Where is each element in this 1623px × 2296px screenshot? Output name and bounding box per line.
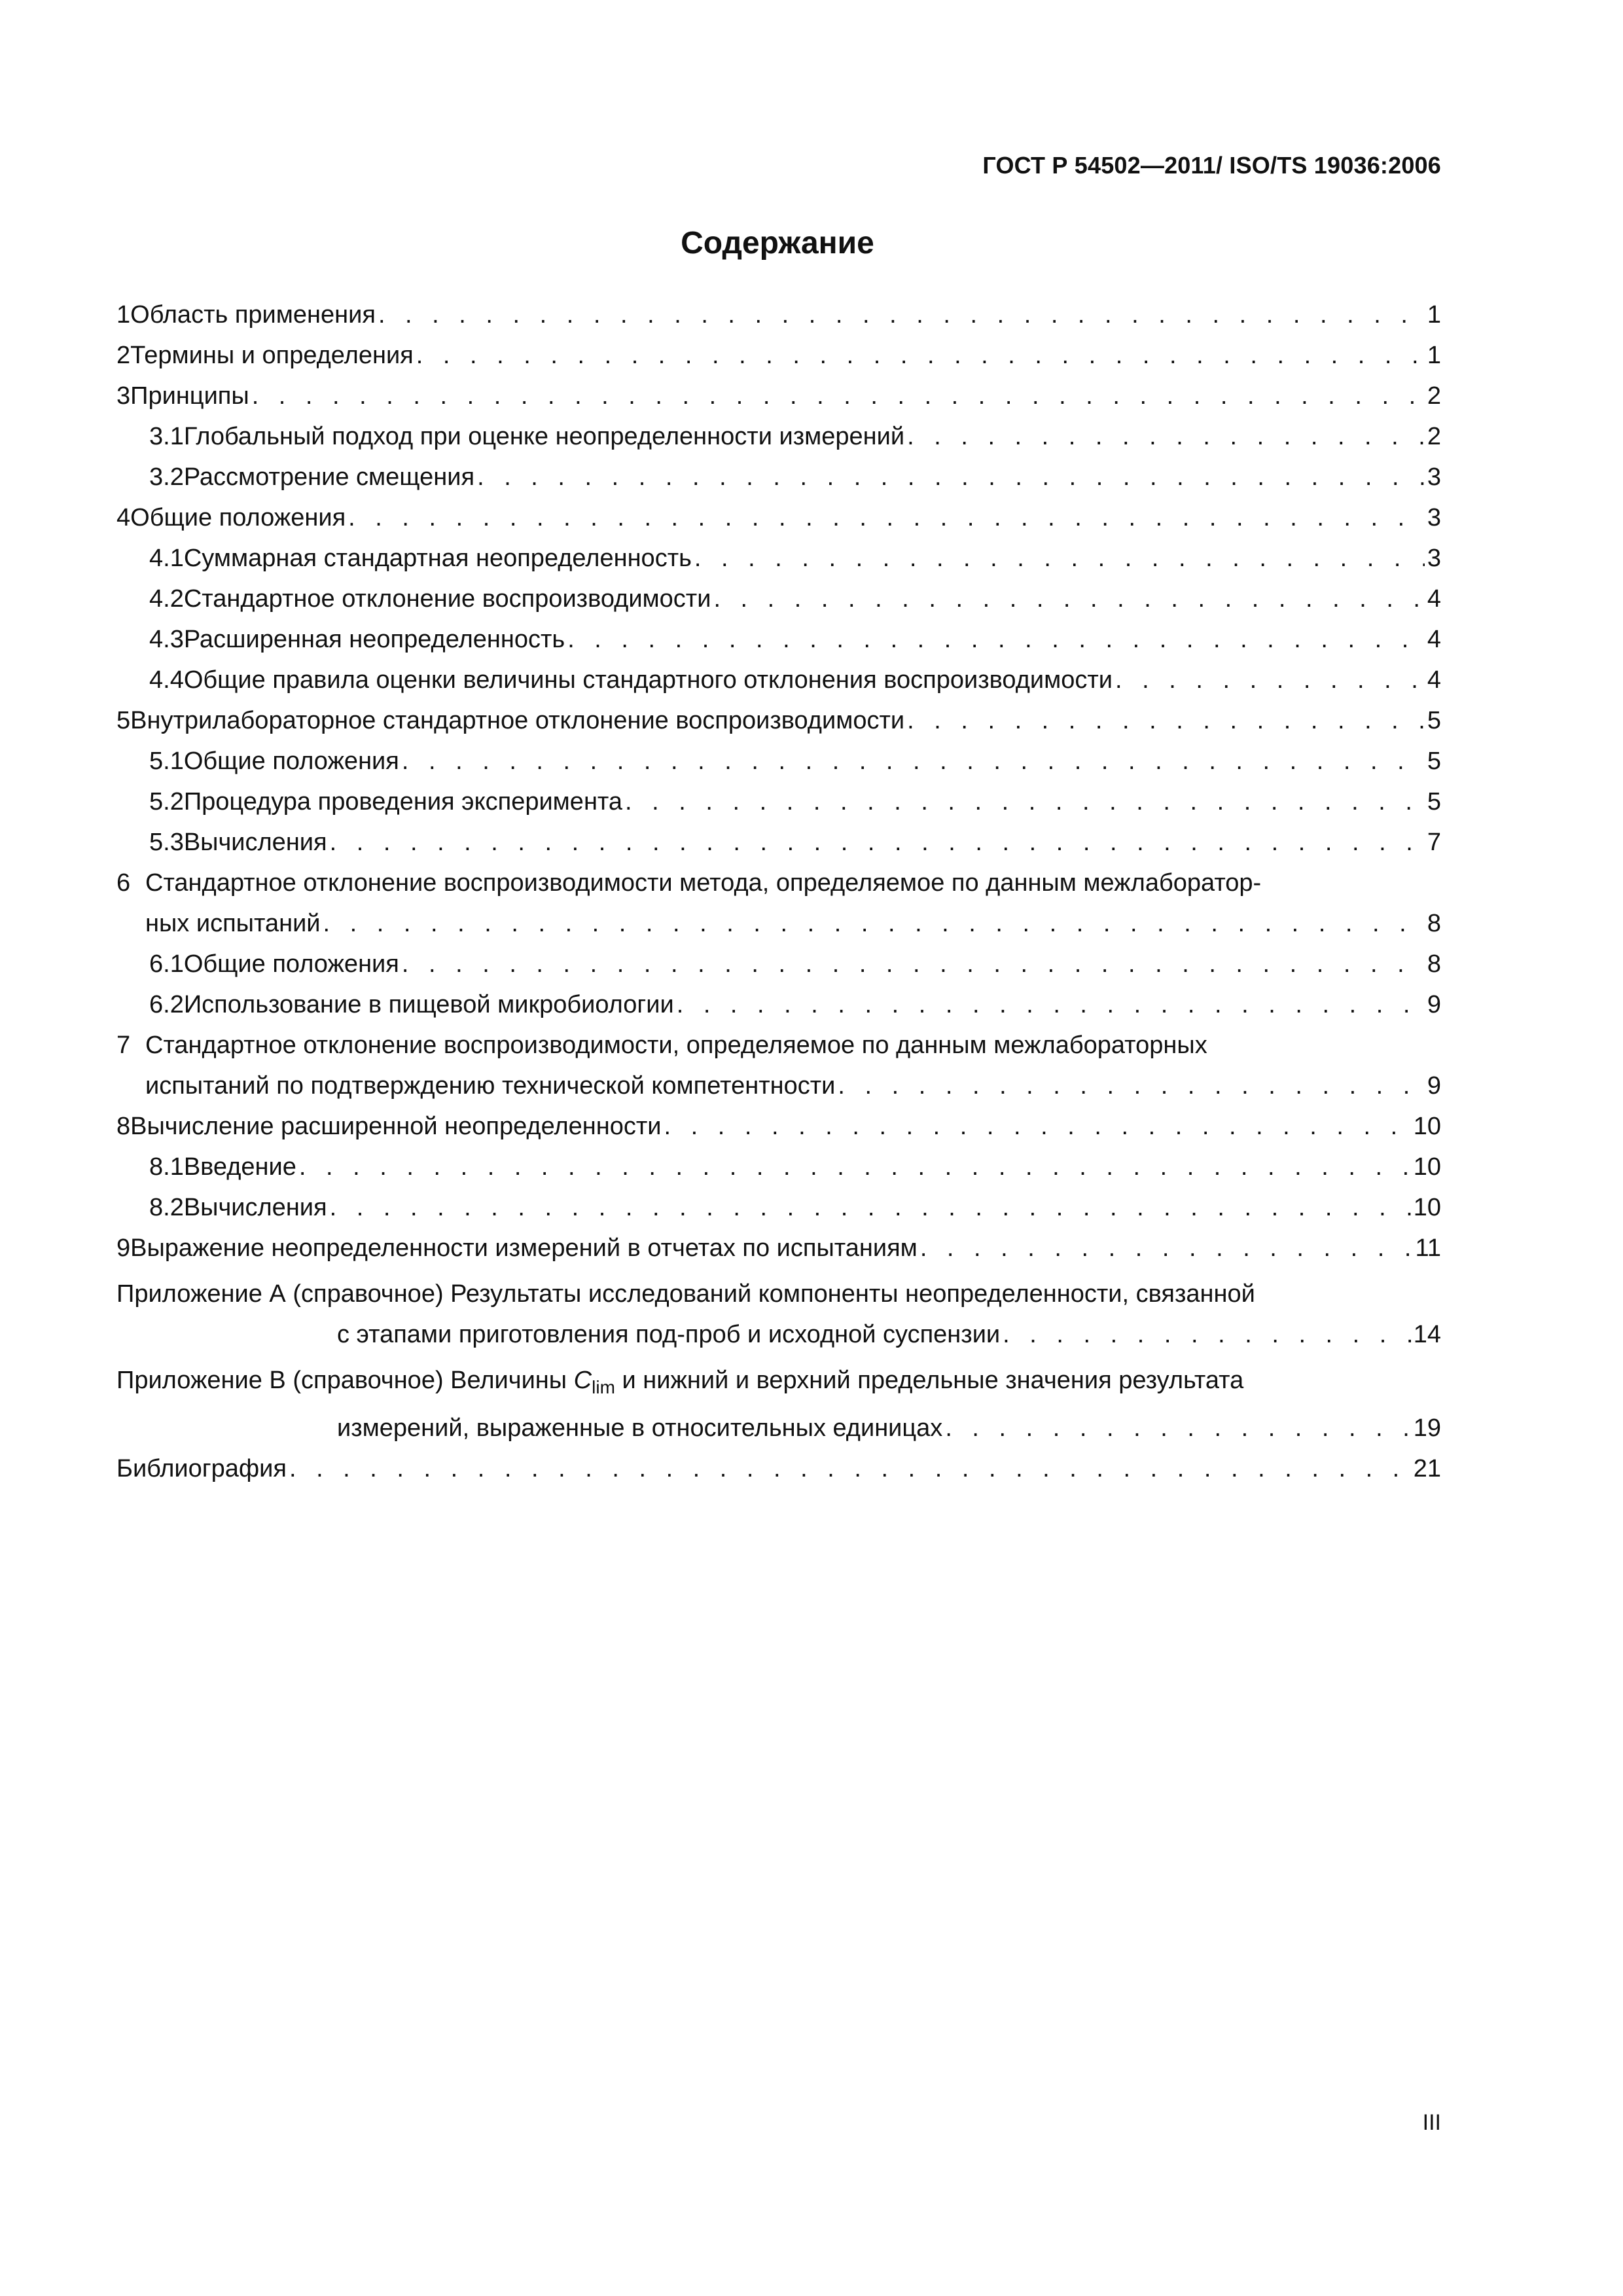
toc-entry-number: 3.1 — [149, 423, 184, 450]
toc-entry-number: 4.4 — [149, 666, 184, 694]
toc-entry-title: Процедура проведения эксперимента — [183, 788, 623, 816]
toc-entry-page: 8 — [1427, 950, 1441, 978]
dot-leader — [402, 944, 1425, 984]
toc-subentry[interactable] — [116, 944, 1441, 984]
toc-entry-title: Введение — [183, 1153, 296, 1181]
toc-subentry[interactable] — [116, 579, 1441, 619]
toc-entry-title: Суммарная стандартная неопределенность — [183, 545, 692, 572]
toc-entry-number: 4.3 — [149, 626, 184, 653]
toc-entry-title: Расширенная неопределенность — [183, 626, 565, 653]
toc-title: Содержание — [681, 226, 874, 260]
toc-entry-number: 8.1 — [149, 1153, 184, 1181]
dot-leader — [907, 416, 1425, 457]
toc-entry[interactable] — [116, 295, 1441, 335]
dot-leader — [945, 1408, 1410, 1448]
dot-leader — [567, 619, 1425, 660]
toc-entry-title: Глобальный подход при оценке неопределенности измерений — [183, 423, 905, 450]
dot-leader — [330, 1187, 1411, 1228]
toc-entry-page: 1 — [1427, 301, 1441, 329]
dot-leader — [252, 376, 1425, 416]
toc-entry-title: Стандартное отклонение воспроизводимости — [183, 585, 711, 613]
toc-appendix-b[interactable] — [116, 1360, 1441, 1448]
toc-entry-number: 4.1 — [149, 545, 184, 572]
toc-entry-number: 8.2 — [149, 1194, 184, 1221]
toc-subentry[interactable] — [116, 741, 1441, 781]
toc-subentry[interactable] — [116, 457, 1441, 497]
toc-entry[interactable] — [116, 376, 1441, 416]
toc-entry-title: Внутрилабораторное стандартное отклонение воспроизводимости — [130, 707, 905, 734]
toc-entry-page: 3 — [1427, 463, 1441, 491]
toc-entry-number: 6 — [116, 869, 131, 897]
toc-entry-number: 5 — [116, 707, 131, 734]
toc-entry-number: 8 — [116, 1113, 131, 1140]
toc-entry-page: 1 — [1427, 342, 1441, 369]
dot-leader — [1115, 660, 1425, 700]
dot-leader — [323, 903, 1425, 944]
toc-appendix-title — [116, 1360, 1441, 1408]
toc-entry-page: 7 — [1427, 829, 1441, 856]
dot-leader — [330, 822, 1425, 863]
toc-entry-page: 10 — [1413, 1194, 1441, 1221]
toc-entry-number: 3.2 — [149, 463, 184, 491]
dot-leader — [694, 538, 1425, 579]
toc-entry-number: 5.3 — [149, 829, 184, 856]
dot-leader — [677, 984, 1425, 1025]
toc-entry-page: 5 — [1427, 788, 1441, 816]
toc-entry-page: 3 — [1427, 504, 1441, 531]
toc-subentry[interactable] — [116, 984, 1441, 1025]
toc-appendix-title-continued: с этапами приготовления под-проб и исходной суспензии — [337, 1321, 1001, 1348]
toc-entry-number: 2 — [116, 342, 131, 369]
toc-entry-page: 3 — [1427, 545, 1441, 572]
toc-entry[interactable] — [116, 1106, 1441, 1147]
toc-entry-page: 4 — [1427, 666, 1441, 694]
dot-leader — [477, 457, 1425, 497]
dot-leader — [299, 1147, 1411, 1187]
toc-entry-page: 10 — [1413, 1113, 1441, 1140]
dot-leader — [920, 1228, 1413, 1268]
toc-entry-page: 14 — [1413, 1321, 1441, 1348]
toc-entry-title: Термины и определения — [130, 342, 414, 369]
toc-entry-number: 7 — [116, 1031, 131, 1059]
dot-leader — [625, 781, 1425, 822]
dot-leader — [1003, 1314, 1411, 1355]
dot-leader — [907, 700, 1425, 741]
toc-entry-title: Общие положения — [130, 504, 346, 531]
toc-entry[interactable] — [116, 1228, 1441, 1268]
toc-subentry[interactable] — [116, 538, 1441, 579]
dot-leader — [713, 579, 1424, 619]
toc-entry-title-continued: испытаний по подтверждению технической компетентности — [145, 1072, 836, 1100]
toc-entry[interactable] — [116, 335, 1441, 376]
toc-entry-title: Стандартное отклонение воспроизводимости, определяемое по данным межлабораторных — [145, 1031, 1207, 1059]
toc-entry-title: Общие положения — [183, 747, 399, 775]
toc-entry-title: Общие правила оценки величины стандартного отклонения воспроизводимости — [183, 666, 1113, 694]
toc-entry-page: 10 — [1413, 1153, 1441, 1181]
toc-entry-page: 19 — [1413, 1414, 1441, 1442]
toc-entry-number: 9 — [116, 1234, 131, 1262]
toc-entry-page: 9 — [1427, 991, 1441, 1018]
dot-leader — [402, 741, 1425, 781]
toc-subentry[interactable] — [116, 822, 1441, 863]
toc-entry-page: 21 — [1413, 1455, 1441, 1482]
toc-subentry[interactable] — [116, 660, 1441, 700]
toc-appendix-title: Приложение А (справочное) Результаты исследований компоненты неопределенности, связанной — [116, 1280, 1255, 1308]
toc-entry-title: Область применения — [130, 301, 376, 329]
toc-entry[interactable] — [116, 863, 1441, 944]
toc-entry-page: 2 — [1427, 423, 1441, 450]
toc-entry-title: Выражение неопределенности измерений в отчетах по испытаниям — [130, 1234, 918, 1262]
toc-entry-title: Рассмотрение смещения — [183, 463, 475, 491]
toc-appendix-title-continued: измерений, выраженные в относительных единицах — [337, 1414, 943, 1442]
toc-entry-title: Использование в пищевой микробиологии — [183, 991, 674, 1018]
toc-entry-number: 1 — [116, 301, 131, 329]
toc-entry-title: Библиография — [116, 1455, 287, 1482]
document-code: ГОСТ Р 54502—2011/ ISO/TS 19036:2006 — [982, 152, 1441, 179]
toc-entry-page: 4 — [1427, 626, 1441, 653]
toc-appendix-title-start: Приложение В (справочное) Величины — [116, 1367, 574, 1394]
toc-subentry[interactable] — [116, 781, 1441, 822]
toc-entry-title: Общие положения — [183, 950, 399, 978]
toc-entry-page: 8 — [1427, 910, 1441, 937]
toc-entry-page: 2 — [1427, 382, 1441, 410]
toc-entry-number: 3 — [116, 382, 131, 410]
toc-entry-title: Вычисления — [183, 1194, 327, 1221]
toc-entry-page: 5 — [1427, 747, 1441, 775]
dot-leader — [348, 497, 1425, 538]
dot-leader — [289, 1448, 1411, 1489]
toc-entry-page: 9 — [1427, 1072, 1441, 1100]
toc-subentry[interactable] — [116, 1187, 1441, 1228]
c-lim-symbol: C — [573, 1367, 592, 1394]
page-number: III — [1422, 2110, 1441, 2135]
toc-bibliography[interactable] — [116, 1448, 1441, 1489]
dot-leader — [838, 1066, 1424, 1106]
toc-entry-number: 5.2 — [149, 788, 184, 816]
table-of-contents — [116, 295, 1441, 1489]
dot-leader — [416, 335, 1425, 376]
toc-entry-page: 11 — [1415, 1234, 1441, 1262]
dot-leader — [664, 1106, 1411, 1147]
toc-entry-page: 5 — [1427, 707, 1441, 734]
toc-entry[interactable] — [116, 700, 1441, 741]
toc-entry-number: 6.1 — [149, 950, 184, 978]
toc-entry[interactable] — [116, 1025, 1441, 1106]
toc-entry-number: 4 — [116, 504, 131, 531]
toc-appendix-title-end: и нижний и верхний предельные значения результата — [615, 1367, 1244, 1394]
dot-leader — [378, 295, 1425, 335]
toc-entry-title: Стандартное отклонение воспроизводимости метода, определяемое по данным межлаборатор- — [145, 869, 1262, 897]
toc-subentry[interactable] — [116, 1147, 1441, 1187]
toc-appendix-a[interactable] — [116, 1274, 1441, 1355]
toc-entry-title: Вычисление расширенной неопределенности — [130, 1113, 662, 1140]
toc-entry-title: Вычисления — [183, 829, 327, 856]
toc-entry-page: 4 — [1427, 585, 1441, 613]
toc-entry-number: 4.2 — [149, 585, 184, 613]
toc-entry-number: 5.1 — [149, 747, 184, 775]
toc-entry-title: Принципы — [130, 382, 249, 410]
toc-entry-title-continued: ных испытаний — [145, 910, 321, 937]
c-lim-subscript: lim — [592, 1377, 615, 1397]
toc-entry[interactable] — [116, 497, 1441, 538]
toc-entry-number: 6.2 — [149, 991, 184, 1018]
toc-subentry[interactable] — [116, 619, 1441, 660]
toc-subentry[interactable] — [116, 416, 1441, 457]
